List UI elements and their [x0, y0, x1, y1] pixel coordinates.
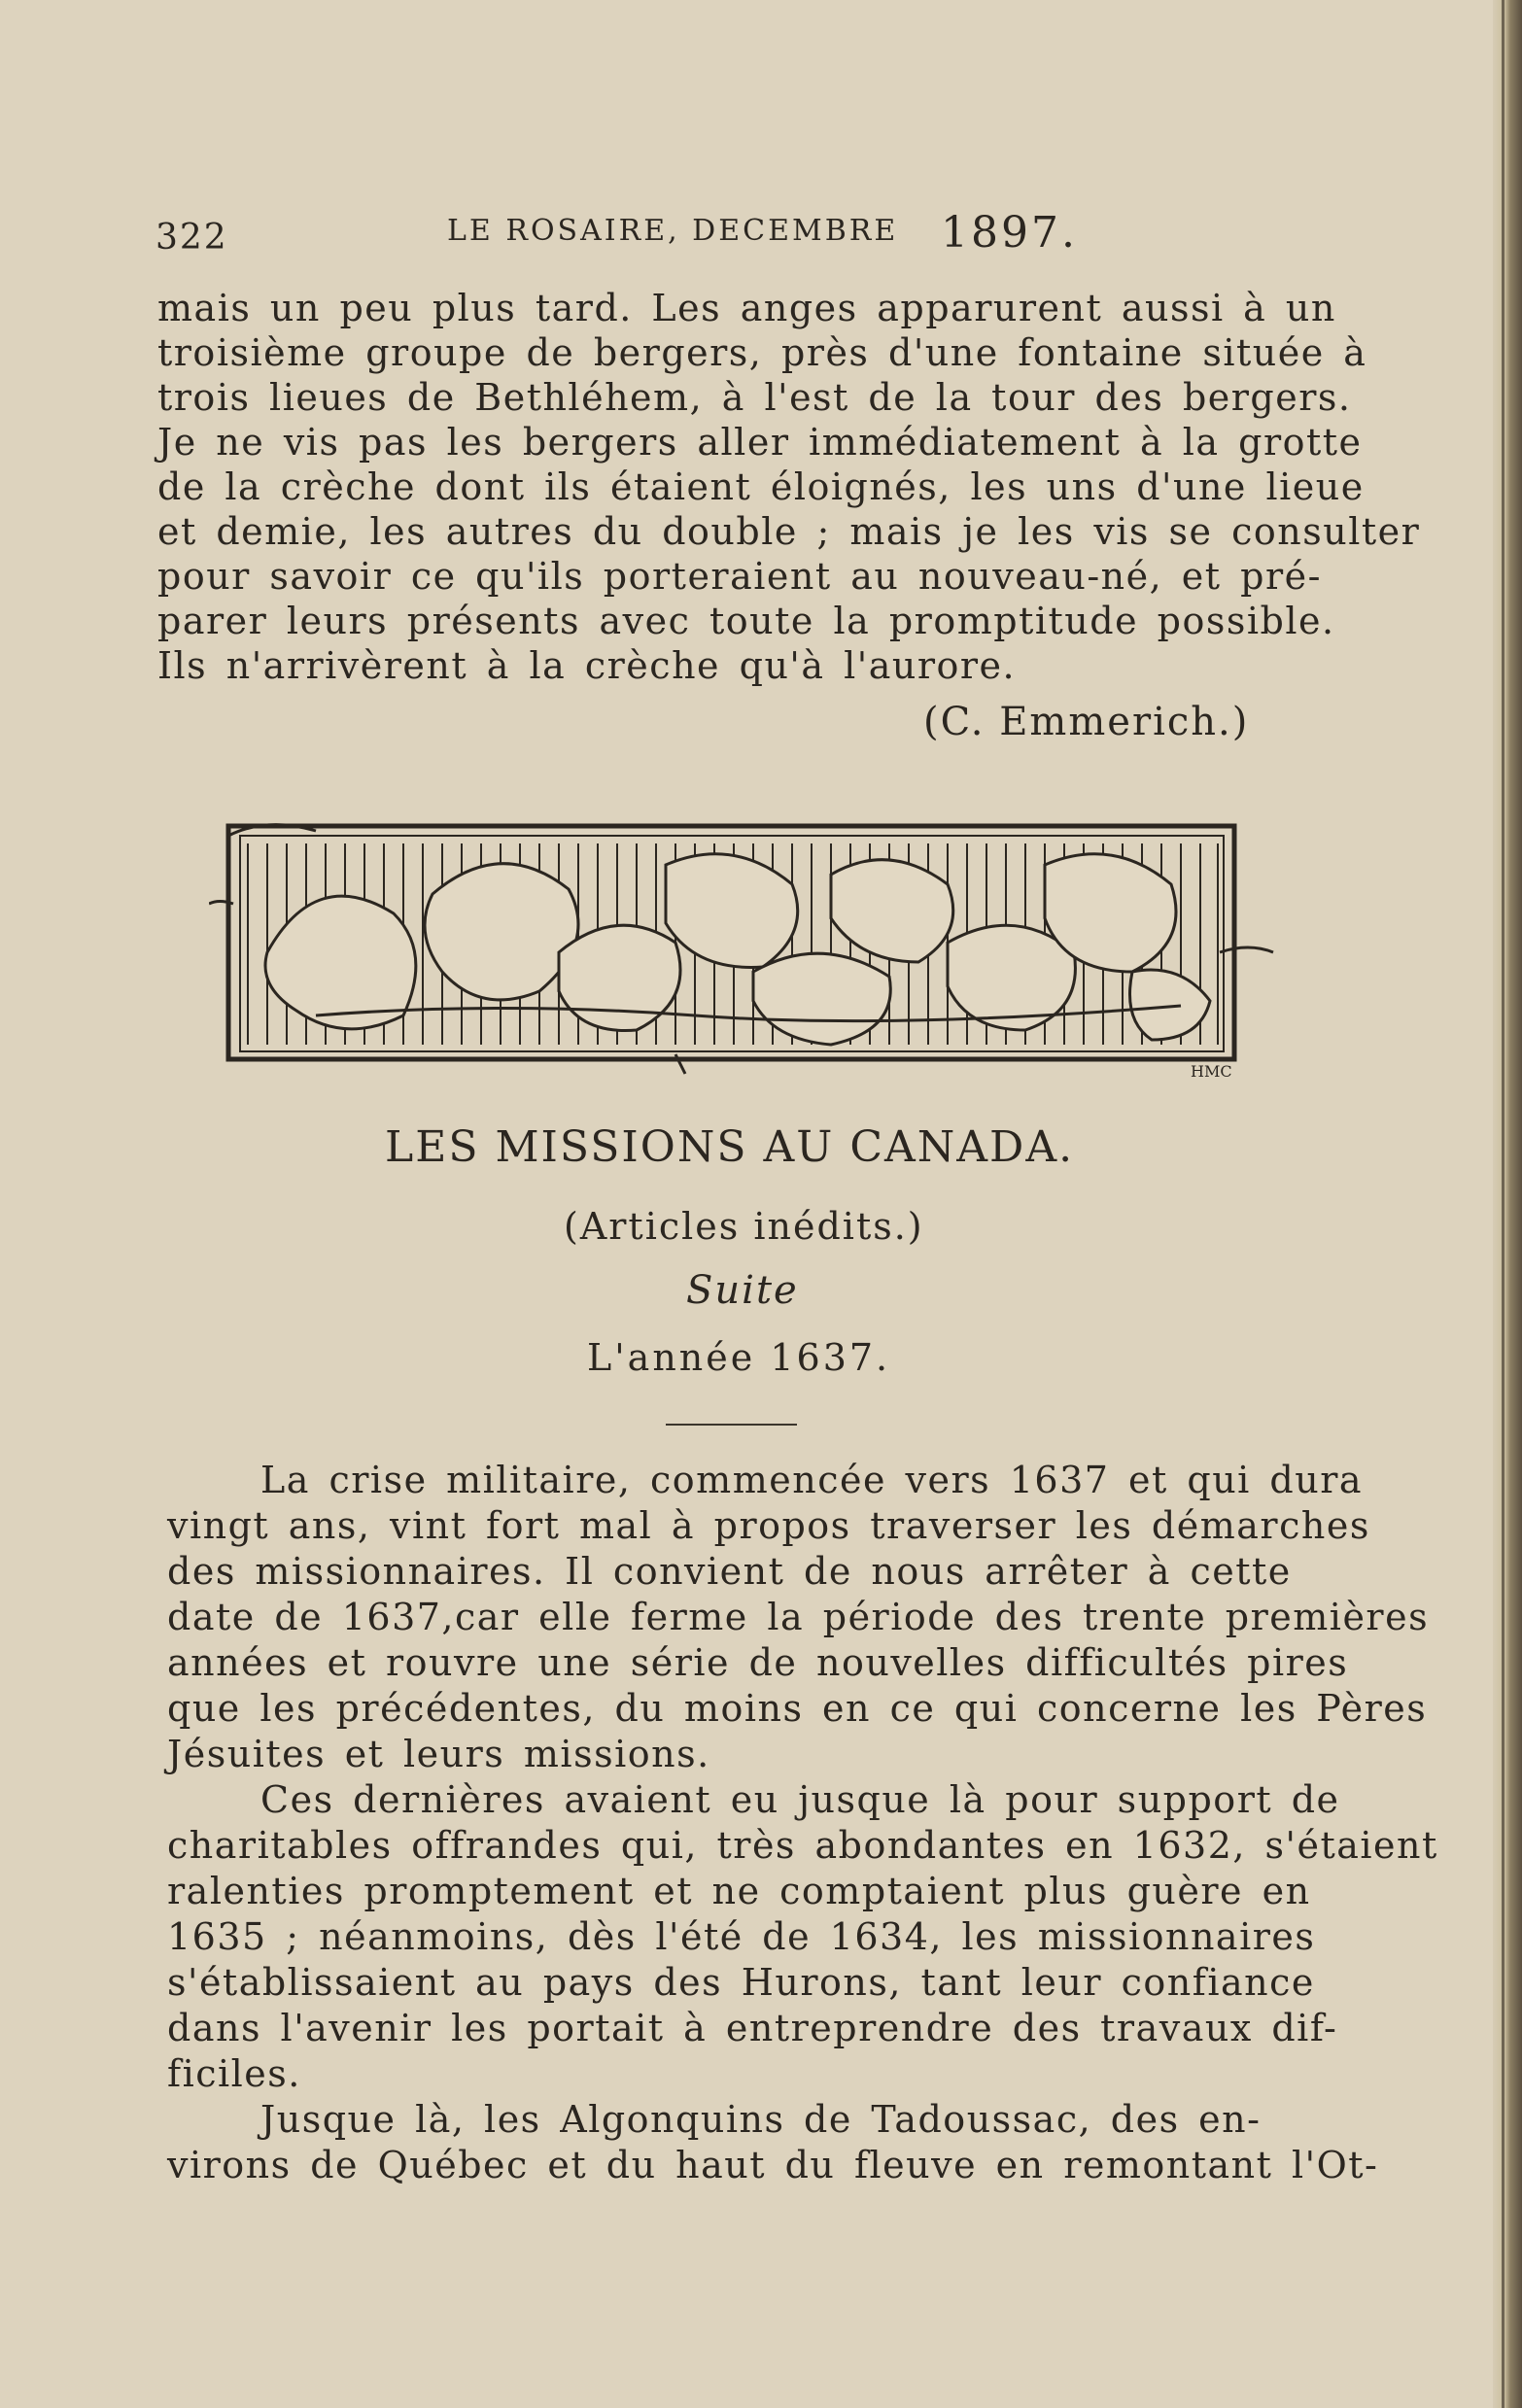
text-line: troisième groupe de bergers, près d'une fontaine située à [157, 331, 1367, 374]
running-year: 1897. [941, 208, 1078, 258]
text-line: ralenties promptement et ne comptaient plus guère en [167, 1870, 1311, 1912]
section-subtitle: (Articles inédits.) [564, 1205, 924, 1248]
body-paragraphs [167, 1458, 1438, 2188]
page-edge [1493, 0, 1522, 2408]
top-paragraph [157, 286, 1421, 688]
text-line: Ils n'arrivèrent à la crèche qu'à l'aurore. [157, 644, 1017, 687]
text-line: et demie, les autres du double ; mais je les vis se consulter [157, 510, 1421, 553]
text-line: que les précédentes, du moins en ce qui concerne les Pères [167, 1687, 1428, 1730]
text-line: vingt ans, vint fort mal à propos traverser les démarches [167, 1504, 1370, 1547]
text-line: date de 1637,car elle ferme la période des trente premières [167, 1596, 1430, 1638]
text-line: parer leurs présents avec toute la promptitude possible. [157, 600, 1335, 642]
section-rule [666, 1424, 797, 1426]
text-line: de la crèche dont ils étaient éloignés, les uns d'une lieue [157, 465, 1365, 508]
text-line: virons de Québec et du haut du fleuve en remontant l'Ot- [167, 2144, 1379, 2186]
text-line: Je ne vis pas les bergers aller immédiatement à la grotte [157, 421, 1363, 464]
text-line: Ces dernières avaient eu jusque là pour support de [260, 1778, 1340, 1821]
text-line: mais un peu plus tard. Les anges apparurent aussi à un [157, 287, 1336, 329]
text-line: 1635 ; néanmoins, dès l'été de 1634, les missionnaires [167, 1915, 1316, 1958]
section-suite: Suite [686, 1268, 799, 1313]
text-line: des missionnaires. Il convient de nous arrêter à cette [167, 1550, 1292, 1593]
text-line: Jésuites et leurs missions. [167, 1733, 710, 1775]
text-line: Jusque là, les Algonquins de Tadoussac, des en- [260, 2098, 1262, 2141]
text-line: années et rouvre une série de nouvelles difficultés pires [167, 1641, 1349, 1684]
text-line: pour savoir ce qu'ils porteraient au nouveau-né, et pré- [157, 555, 1322, 598]
text-line: La crise militaire, commencée vers 1637 et qui dura [260, 1459, 1364, 1501]
text-line: s'établissaient au pays des Hurons, tant leur confiance [167, 1961, 1315, 2004]
running-title: LE ROSAIRE, DECEMBRE [447, 214, 899, 248]
page-number: 322 [156, 218, 228, 258]
year-heading: L'année 1637. [587, 1336, 891, 1379]
text-line: ficiles. [167, 2052, 301, 2095]
text-line: charitables offrandes qui, très abondantes en 1632, s'étaient [167, 1824, 1438, 1867]
text-line: trois lieues de Bethléhem, à l'est de la tour des bergers. [157, 376, 1352, 419]
running-header [156, 208, 1225, 266]
floral-ornament-banner [209, 807, 1278, 1079]
text-line: dans l'avenir les portait à entreprendre des travaux dif- [167, 2007, 1338, 2049]
author-signature: (C. Emmerich.) [923, 700, 1250, 744]
section-title: LES MISSIONS AU CANADA. [385, 1122, 1075, 1172]
artist-mark: HMC [1191, 1062, 1232, 1079]
page-binding-line [1502, 0, 1505, 2408]
